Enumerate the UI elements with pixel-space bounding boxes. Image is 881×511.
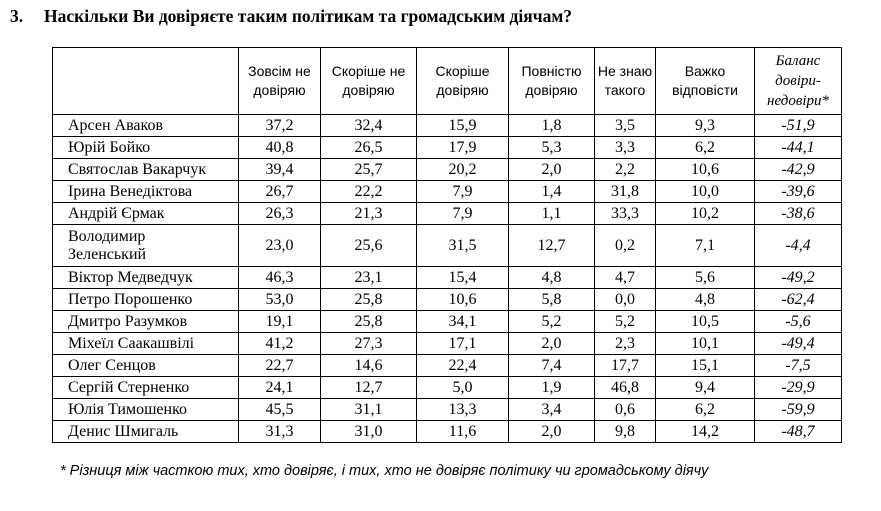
percent-value: 46,3 <box>239 267 321 289</box>
percent-value: 23,0 <box>239 225 321 267</box>
balance-value: -44,1 <box>755 137 842 159</box>
header-name <box>53 48 239 115</box>
balance-value: -29,9 <box>755 377 842 399</box>
header-col6: Важко відповісти <box>656 48 755 115</box>
percent-value: 34,1 <box>417 311 509 333</box>
politician-name: Ірина Венедіктова <box>53 181 239 203</box>
percent-value: 1,8 <box>509 115 595 137</box>
balance-value: -59,9 <box>755 399 842 421</box>
percent-value: 25,6 <box>321 225 417 267</box>
percent-value: 27,3 <box>321 333 417 355</box>
question-heading <box>10 6 572 27</box>
header-row <box>53 48 842 115</box>
percent-value: 2,0 <box>509 333 595 355</box>
percent-value: 5,3 <box>509 137 595 159</box>
percent-value: 39,4 <box>239 159 321 181</box>
percent-value: 14,2 <box>656 421 755 443</box>
percent-value: 14,6 <box>321 355 417 377</box>
percent-value: 31,5 <box>417 225 509 267</box>
percent-value: 10,6 <box>417 289 509 311</box>
percent-value: 7,9 <box>417 203 509 225</box>
percent-value: 53,0 <box>239 289 321 311</box>
table-body <box>53 115 842 443</box>
percent-value: 5,0 <box>417 377 509 399</box>
percent-value: 32,4 <box>321 115 417 137</box>
percent-value: 25,8 <box>321 311 417 333</box>
percent-value: 22,4 <box>417 355 509 377</box>
percent-value: 10,1 <box>656 333 755 355</box>
percent-value: 9,3 <box>656 115 755 137</box>
percent-value: 22,7 <box>239 355 321 377</box>
header-col2: Скоріше не довіряю <box>321 48 417 115</box>
percent-value: 19,1 <box>239 311 321 333</box>
question-number: 3. <box>10 6 24 26</box>
percent-value: 3,5 <box>595 115 656 137</box>
balance-value: -42,9 <box>755 159 842 181</box>
politician-name: Денис Шмигаль <box>53 421 239 443</box>
percent-value: 4,8 <box>509 267 595 289</box>
percent-value: 15,9 <box>417 115 509 137</box>
percent-value: 31,3 <box>239 421 321 443</box>
percent-value: 23,1 <box>321 267 417 289</box>
politician-name: Володимир Зеленський <box>53 225 239 267</box>
percent-value: 0,0 <box>595 289 656 311</box>
percent-value: 9,8 <box>595 421 656 443</box>
percent-value: 7,1 <box>656 225 755 267</box>
header-col7: Баланс довіри-недовіри* <box>755 48 842 115</box>
percent-value: 5,2 <box>509 311 595 333</box>
percent-value: 5,6 <box>656 267 755 289</box>
percent-value: 17,1 <box>417 333 509 355</box>
politician-name: Сергій Стерненко <box>53 377 239 399</box>
table-row <box>53 333 842 355</box>
header-col3: Скоріше довіряю <box>417 48 509 115</box>
percent-value: 2,2 <box>595 159 656 181</box>
header-col1: Зовсім не довіряю <box>239 48 321 115</box>
politician-name: Петро Порошенко <box>53 289 239 311</box>
percent-value: 15,1 <box>656 355 755 377</box>
trust-table <box>52 47 842 443</box>
percent-value: 45,5 <box>239 399 321 421</box>
table-row <box>53 311 842 333</box>
table-row <box>53 355 842 377</box>
header-col5: Не знаю такого <box>595 48 656 115</box>
percent-value: 25,8 <box>321 289 417 311</box>
percent-value: 10,5 <box>656 311 755 333</box>
politician-name: Арсен Аваков <box>53 115 239 137</box>
percent-value: 12,7 <box>509 225 595 267</box>
percent-value: 10,0 <box>656 181 755 203</box>
percent-value: 20,2 <box>417 159 509 181</box>
percent-value: 4,8 <box>656 289 755 311</box>
percent-value: 33,3 <box>595 203 656 225</box>
percent-value: 13,3 <box>417 399 509 421</box>
percent-value: 21,3 <box>321 203 417 225</box>
percent-value: 31,8 <box>595 181 656 203</box>
percent-value: 24,1 <box>239 377 321 399</box>
percent-value: 40,8 <box>239 137 321 159</box>
percent-value: 2,3 <box>595 333 656 355</box>
percent-value: 26,3 <box>239 203 321 225</box>
percent-value: 17,7 <box>595 355 656 377</box>
percent-value: 26,5 <box>321 137 417 159</box>
percent-value: 1,4 <box>509 181 595 203</box>
balance-value: -49,2 <box>755 267 842 289</box>
balance-value: -39,6 <box>755 181 842 203</box>
percent-value: 17,9 <box>417 137 509 159</box>
percent-value: 0,2 <box>595 225 656 267</box>
footnote: * Різниця між часткою тих, хто довіряє, і тих, хто не довіряє політику чи громадському діячу <box>60 463 709 479</box>
politician-name: Олег Сенцов <box>53 355 239 377</box>
percent-value: 11,6 <box>417 421 509 443</box>
balance-value: -62,4 <box>755 289 842 311</box>
percent-value: 0,6 <box>595 399 656 421</box>
balance-value: -38,6 <box>755 203 842 225</box>
percent-value: 7,4 <box>509 355 595 377</box>
percent-value: 41,2 <box>239 333 321 355</box>
politician-name: Віктор Медведчук <box>53 267 239 289</box>
percent-value: 3,4 <box>509 399 595 421</box>
percent-value: 37,2 <box>239 115 321 137</box>
politician-name: Юрій Бойко <box>53 137 239 159</box>
politician-name: Святослав Вакарчук <box>53 159 239 181</box>
politician-name: Дмитро Разумков <box>53 311 239 333</box>
percent-value: 5,2 <box>595 311 656 333</box>
percent-value: 15,4 <box>417 267 509 289</box>
percent-value: 4,7 <box>595 267 656 289</box>
percent-value: 1,1 <box>509 203 595 225</box>
percent-value: 2,0 <box>509 159 595 181</box>
percent-value: 31,1 <box>321 399 417 421</box>
header-col4: Повністю довіряю <box>509 48 595 115</box>
balance-value: -4,4 <box>755 225 842 267</box>
percent-value: 1,9 <box>509 377 595 399</box>
percent-value: 5,8 <box>509 289 595 311</box>
table-row <box>53 115 842 137</box>
balance-value: -5,6 <box>755 311 842 333</box>
politician-name: Андрій Єрмак <box>53 203 239 225</box>
percent-value: 3,3 <box>595 137 656 159</box>
percent-value: 7,9 <box>417 181 509 203</box>
table-row <box>53 225 842 267</box>
percent-value: 25,7 <box>321 159 417 181</box>
percent-value: 6,2 <box>656 137 755 159</box>
table-row <box>53 267 842 289</box>
percent-value: 12,7 <box>321 377 417 399</box>
question-text: Наскільки Ви довіряєте таким політикам та громадським діячам? <box>44 6 573 26</box>
percent-value: 10,6 <box>656 159 755 181</box>
table-row <box>53 159 842 181</box>
percent-value: 2,0 <box>509 421 595 443</box>
table-row <box>53 377 842 399</box>
balance-value: -49,4 <box>755 333 842 355</box>
table-row <box>53 421 842 443</box>
table-row <box>53 289 842 311</box>
politician-name: Міхеїл Саакашвілі <box>53 333 239 355</box>
politician-name: Юлія Тимошенко <box>53 399 239 421</box>
balance-value: -48,7 <box>755 421 842 443</box>
table-row <box>53 203 842 225</box>
table-row <box>53 181 842 203</box>
percent-value: 6,2 <box>656 399 755 421</box>
balance-value: -7,5 <box>755 355 842 377</box>
percent-value: 10,2 <box>656 203 755 225</box>
percent-value: 31,0 <box>321 421 417 443</box>
percent-value: 46,8 <box>595 377 656 399</box>
percent-value: 26,7 <box>239 181 321 203</box>
percent-value: 9,4 <box>656 377 755 399</box>
balance-value: -51,9 <box>755 115 842 137</box>
percent-value: 22,2 <box>321 181 417 203</box>
table-row <box>53 137 842 159</box>
table-row <box>53 399 842 421</box>
